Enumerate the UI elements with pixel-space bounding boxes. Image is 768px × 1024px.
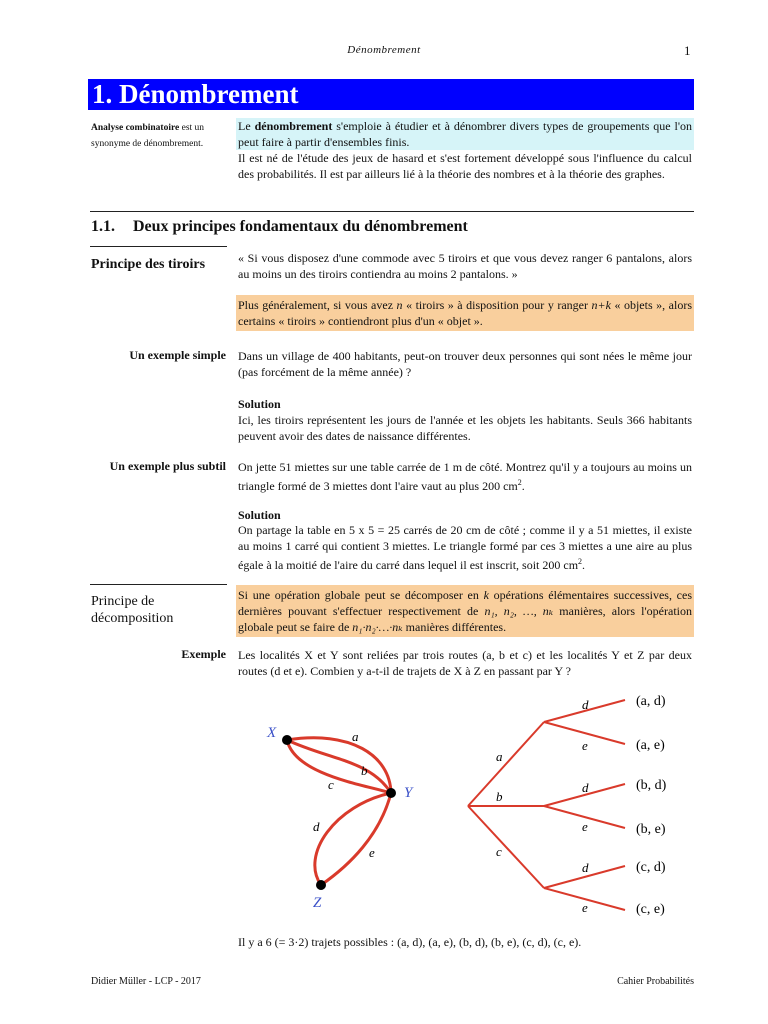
example-subtle-solution: On partage la table en 5 x 5 = 25 carrés de 20 cm de côté ; comme il y a 51 miettes, il existe au moins 1 carré qui contient 3 miettes. Le triangle formé par ces 3 miettes a une aire au plus égale à la moitié de l'aire du carré dans lequel il est inscrit, soit 200 $cm^2$. — [238, 523, 692, 572]
section-rule — [90, 211, 694, 212]
dec-text-a: Si une opération globale peut se décomposer en — [238, 588, 484, 602]
dec-text-b: opérations élémentaires successives, ces dernières pouvant s'effectuer respectivement de — [238, 588, 692, 618]
road-b — [287, 740, 391, 793]
intro-block — [236, 118, 694, 182]
dec-product: n₁·n₂·…·nₖ — [352, 620, 403, 634]
node-y-label: Y — [404, 785, 413, 801]
tree-label-e1: e — [582, 738, 588, 753]
label-rule — [90, 246, 227, 247]
example-text: Les localités X et Y sont reliées par trois routes (a, b et c) et les localités Y et Z par deux routes (d et e). Combien y a-t-il de trajets de X à Z en passant par Y ? — [238, 648, 692, 678]
dec-list: n₁, n₂, …, nₖ — [484, 604, 554, 618]
node-y-dot — [386, 788, 396, 798]
solution-title: Solution — [238, 508, 281, 522]
solution-title: Solution — [238, 397, 281, 411]
leaf-ce: (c, e) — [636, 902, 665, 917]
example-subtle-statement: On jette 51 miettes sur une table carrée de 1 m de côté. Montrez qu'il y a toujours au moins un triangle formé de 3 miettes dont l'aire vaut au plus 200 cm — [238, 460, 692, 493]
definition-prefix: Le — [238, 119, 255, 133]
tree-label-e2: e — [582, 819, 588, 834]
intro-paragraph: Il est né de l'étude des jeux de hasard et s'est fortement développé sous l'influence du calcul des probabilités. Il est par ailleurs lié à la théorie des nombres et à la théorie des graphes. — [238, 151, 692, 181]
gen-text-a: Plus généralement, si vous avez — [238, 298, 397, 312]
footer-author: Didier Müller - LCP - 2017 — [91, 976, 201, 987]
choice-tree — [460, 680, 700, 920]
example-subtle-text: On jette 51 miettes sur une table carrée de 1 m de côté. Montrez qu'il y a toujours au moins un triangle formé de 3 miettes dont l'aire vaut au plus 200 $cm^2$. — [238, 460, 692, 493]
principle-label-decomposition — [91, 593, 173, 627]
road-d — [315, 793, 391, 885]
road-label-c: c — [328, 777, 334, 792]
branch-a — [468, 722, 544, 806]
tree-label-d2: d — [582, 780, 589, 795]
gen-var-n: n — [396, 298, 403, 312]
leaf-be: (b, e) — [636, 822, 666, 837]
leaf-ae: (a, e) — [636, 738, 665, 753]
gen-text-c: « objets », alors certains « tiroirs » contiendront plus d'un « objet ». — [238, 298, 692, 328]
drawers-generalization — [236, 295, 694, 331]
definition-text: s'emploie à étudier et à dénombrer divers types de groupements que l'on peut faire à partir d'ensembles finis. — [238, 119, 693, 149]
tree-label-d1: d — [582, 697, 589, 712]
example-label: Exemple — [181, 647, 226, 661]
dec-var-k: k — [483, 588, 489, 602]
drawers-quote: « Si vous disposez d'une commode avec 5 tiroirs et que vous devez ranger 6 pantalons, alors au moins un des tiroirs contiendra au moins 2 pantalons. » — [238, 251, 692, 281]
definition-highlight — [236, 118, 694, 150]
tree-label-d3: d — [582, 860, 589, 875]
node-z-dot — [316, 880, 326, 890]
leaf-bd: (b, d) — [636, 778, 667, 793]
example-label-subtle: Un exemple plus subtil — [109, 459, 226, 473]
tree-label-c: c — [496, 844, 502, 859]
running-header: Dénombrement — [347, 44, 421, 56]
road-graph — [255, 715, 420, 915]
node-x-dot — [282, 735, 292, 745]
label-line1: Principe de — [91, 594, 155, 609]
decomposition-statement — [236, 585, 694, 637]
road-label-b: b — [361, 763, 368, 778]
section-title: Deux principes fondamentaux du dénombrement — [133, 218, 468, 235]
leaf-ad: (a, d) — [636, 694, 666, 709]
margin-note-text: est un synonyme de dénombrement. — [91, 123, 205, 149]
branch-c — [468, 806, 544, 888]
dec-text-d: manières différentes. — [402, 620, 507, 634]
tree-label-e3: e — [582, 900, 588, 915]
tree-label-b: b — [496, 789, 503, 804]
example-simple-solution: Ici, les tiroirs représentent les jours de l'année et les objets les habitants. Seuls 366 habitants peuvent avoir des dates de naissance différentes. — [238, 413, 692, 443]
footer-book: Cahier Probabilités — [617, 976, 694, 987]
definition-term: dénombrement — [254, 119, 333, 133]
label-line2: décomposition — [91, 611, 174, 626]
node-x-label: X — [267, 725, 277, 741]
road-label-e: e — [369, 845, 375, 860]
example-conclusion: Il y a 6 (= 3·2) trajets possibles : (a, d), (a, e), (b, d), (b, e), (c, d), (c, e). — [238, 935, 582, 949]
gen-text-b: « tiroirs » à disposition pour y ranger — [402, 298, 592, 312]
gen-var-nk: n+k — [591, 298, 611, 312]
example-simple-text: Dans un village de 400 habitants, peut-on trouver deux personnes qui sont nées le même jour (pas forcément de la même année) ? — [238, 349, 692, 379]
leaf-cd: (c, d) — [636, 860, 666, 875]
label-rule — [90, 584, 227, 585]
page-number: 1 — [684, 43, 691, 58]
margin-note — [91, 120, 226, 152]
principle-label-drawers: Principe des tiroirs — [91, 257, 206, 272]
example-subtle-solution-text: On partage la table en 5 x 5 = 25 carrés de 20 cm de côté ; comme il y a 51 miettes, il existe au moins 1 carré qui contient 3 miettes. Le triangle formé par ces 3 miettes a une aire au plus égale à la moitié de l'aire du carré dans lequel il est inscrit, soit 200 cm — [238, 523, 692, 572]
road-label-d: d — [313, 819, 320, 834]
road-label-a: a — [352, 729, 359, 744]
example-label-simple: Un exemple simple — [129, 348, 226, 362]
section-number: 1.1. — [91, 218, 115, 235]
tree-label-a: a — [496, 749, 503, 764]
dec-text-c: manières, alors l'opération globale peut se faire de — [238, 604, 692, 634]
margin-note-term: Analyse combinatoire — [91, 123, 180, 133]
node-z-label: Z — [313, 895, 322, 911]
section-heading — [91, 218, 468, 236]
chapter-title: 1. Dénombrement — [92, 79, 299, 109]
